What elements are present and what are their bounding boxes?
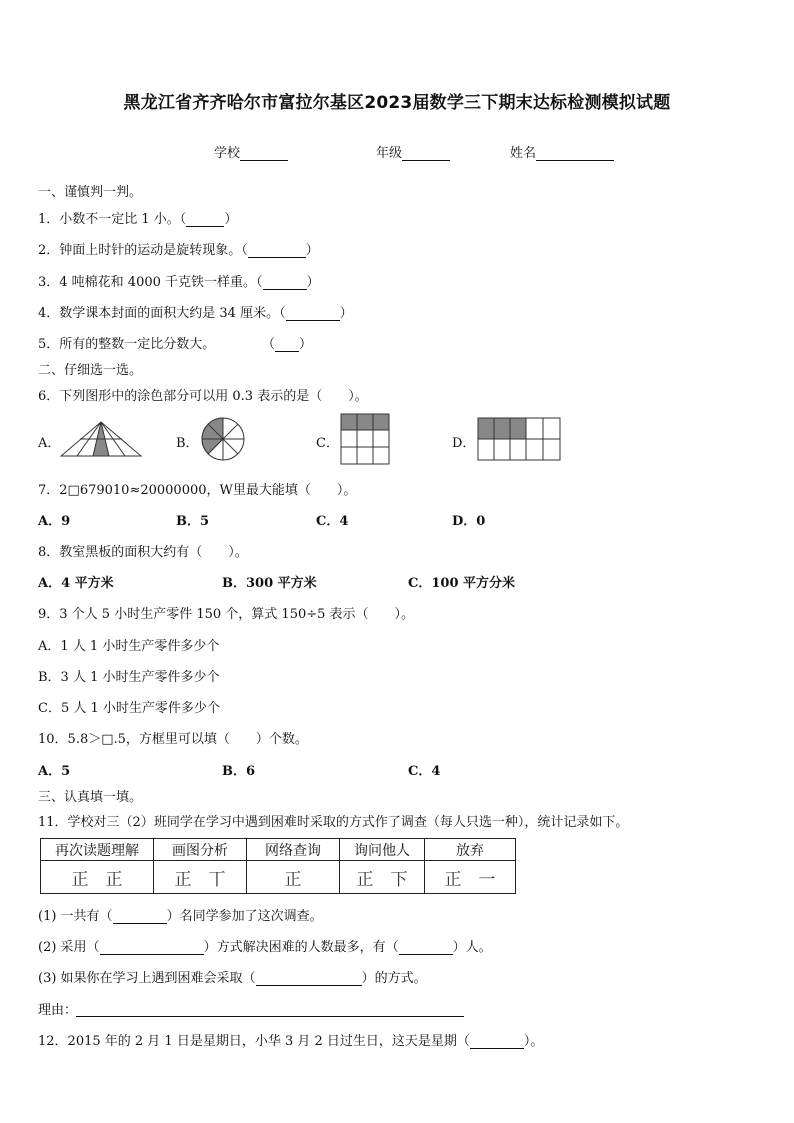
q5-answer: （ ） (262, 337, 313, 352)
name-label: 姓名 (510, 146, 537, 161)
tally-table (40, 838, 516, 894)
school-blank[interactable] (240, 146, 288, 161)
q6-option-d-label[interactable]: D． (452, 436, 476, 451)
question-10: 10．5.8＞□.5，方框里可以填（ ）个数。 (38, 732, 308, 747)
question-11: 11．学校对三（2）班同学在学习中遇到困难时采取的方式作了调查（每人只选一种），统计记录如下。 (38, 815, 629, 830)
question-3: 3．4 吨棉花和 4000 千克铁一样重。（ ） (38, 275, 320, 290)
q7-option-c[interactable]: C．4 (316, 514, 349, 529)
question-4: 4．数学课本封面的面积大约是 34 厘米。（ ） (38, 306, 353, 321)
q7-option-a[interactable]: A．9 (38, 514, 71, 529)
q11-sub1: (1) 一共有（ ）名同学参加了这次调查。 (38, 909, 323, 924)
q9-option-c[interactable]: C．5 人 1 小时生产零件多少个 (38, 701, 220, 716)
q6-option-a-label[interactable]: A． (38, 436, 61, 451)
tally-mark-cell: 正 一 (425, 861, 516, 894)
q11-sub2-method-blank[interactable] (100, 940, 204, 955)
tally-header-cell: 再次读题理解 (41, 839, 154, 861)
grade-label: 年级 (376, 146, 403, 161)
q1-blank[interactable] (186, 212, 224, 227)
tally-mark-cell: 正 下 (340, 861, 425, 894)
school-field (214, 142, 288, 161)
q11-sub3-blank[interactable] (256, 971, 362, 986)
q10-option-c[interactable]: C．4 (408, 764, 441, 779)
q9-option-a[interactable]: A．1 人 1 小时生产零件多少个 (38, 639, 220, 654)
q6-option-c-label[interactable]: C． (316, 436, 339, 451)
grade-blank[interactable] (402, 146, 450, 161)
question-7: 7．2□679010≈20000000，W里最大能填（ ）。 (38, 483, 357, 498)
tally-header-cell: 放弃 (425, 839, 516, 861)
tally-marks-row (41, 861, 516, 894)
question-6: 6．下列图形中的涂色部分可以用 0.3 表示的是（ ）。 (38, 389, 368, 404)
section3-heading: 三、认真填一填。 (38, 790, 143, 805)
q8-option-c[interactable]: C．100 平方分米 (408, 576, 516, 591)
q6-grid-3x3-figure (340, 413, 390, 465)
grade-field (376, 142, 450, 161)
tally-mark-cell: 正 丅 (154, 861, 247, 894)
q11-sub3: (3) 如果你在学习上遇到困难会采取（ ）的方式。 (38, 971, 427, 986)
q4-blank[interactable] (286, 306, 340, 321)
tally-header-cell: 网络查询 (247, 839, 340, 861)
q11-sub1-blank[interactable] (113, 909, 167, 924)
q8-option-b[interactable]: B．300 平方米 (222, 576, 317, 591)
question-9: 9．3 个人 5 小时生产零件 150 个，算式 150÷5 表示（ ）。 (38, 607, 415, 622)
name-field (510, 142, 614, 161)
tally-header-row (41, 839, 516, 861)
tally-header-cell: 询问他人 (340, 839, 425, 861)
q2-blank[interactable] (248, 243, 306, 258)
question-1: 1．小数不一定比 1 小。（ ） (38, 212, 238, 227)
tally-mark-cell: 正 (247, 861, 340, 894)
q9-option-b[interactable]: B．3 人 1 小时生产零件多少个 (38, 670, 220, 685)
q6-option-b-label[interactable]: B． (176, 436, 199, 451)
q5-blank[interactable] (275, 337, 299, 352)
q6-circle-figure (198, 416, 248, 462)
question-5: 5．所有的整数一定比分数大。 (38, 337, 216, 352)
name-blank[interactable] (536, 146, 614, 161)
section1-heading: 一、谨慎判一判。 (38, 185, 143, 200)
reason-label: 理由： (38, 1003, 78, 1018)
q7-option-d[interactable]: D．0 (452, 514, 486, 529)
q8-option-a[interactable]: A．4 平方米 (38, 576, 114, 591)
q6-triangle-figure (60, 420, 142, 458)
q10-option-a[interactable]: A．5 (38, 764, 71, 779)
q7-option-b[interactable]: B．5 (176, 514, 210, 529)
page-title: 黑龙江省齐齐哈尔市富拉尔基区2023届数学三下期末达标检测模拟试题 (123, 93, 671, 113)
q11-sub2-count-blank[interactable] (399, 940, 453, 955)
tally-mark-cell: 正 正 (41, 861, 154, 894)
tally-header-cell: 画图分析 (154, 839, 247, 861)
school-label: 学校 (214, 146, 241, 161)
question-8: 8．教室黑板的面积大约有（ ）。 (38, 545, 248, 560)
q10-option-b[interactable]: B．6 (222, 764, 256, 779)
question-2: 2．钟面上时针的运动是旋转现象。（ ） (38, 243, 319, 258)
q6-grid-5x2-figure (477, 417, 561, 461)
question-12: 12．2015 年的 2 月 1 日是星期日，小华 3 月 2 日过生日，这天是星期（ ）。 (38, 1034, 544, 1049)
q12-blank[interactable] (470, 1034, 524, 1049)
q11-sub2: (2) 采用（ ）方式解决困难的人数最多，有（ ）人。 (38, 940, 492, 955)
reason-blank[interactable] (76, 1016, 464, 1017)
section2-heading: 二、仔细选一选。 (38, 363, 143, 378)
q3-blank[interactable] (263, 275, 307, 290)
